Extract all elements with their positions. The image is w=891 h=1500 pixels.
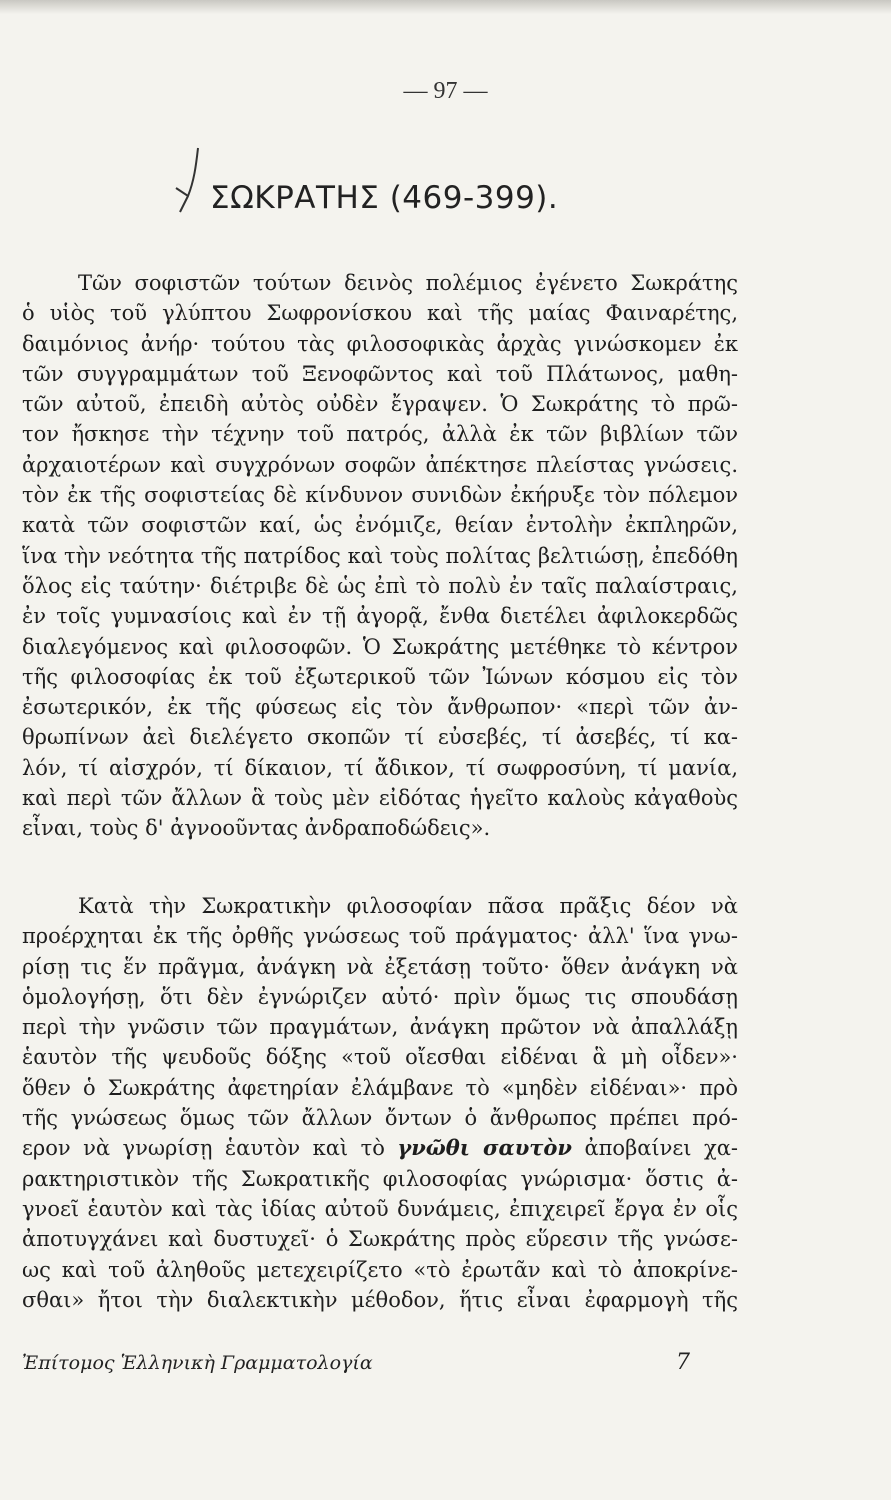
text-line: εἶναι, τοὺς δ' ἀγνοοῦντας ἀνδραποδώδεις».: [22, 816, 491, 841]
text-line: ρίσῃ τις ἕν πρᾶγμα, ἀνάγκη νὰ ἐξετάσῃ τοῦτο· ὅθεν ἀνάγκη νὰ: [22, 954, 738, 979]
text-line: κατὰ τῶν σοφιστῶν καί, ὡς ἐνόμιζε, θείαν ἐντολὴν ἐκπληρῶν,: [22, 513, 738, 538]
text-line: γνοεῖ ἑαυτὸν καὶ τὰς ἰδίας αὐτοῦ δυνάμεις, ἐπιχειρεῖ ἔργα ἐν οἷς: [22, 1196, 738, 1221]
text-line: τὸν ἐκ τῆς σοφιστείας δὲ κίνδυνον συνιδὼν ἐκήρυξε τὸν πόλεμον: [22, 483, 738, 508]
text-line: ως καὶ τοῦ ἀληθοῦς μετεχειρίζετο «τὸ ἐρωτᾶν καὶ τὸ ἀποκρίνε-: [22, 1257, 738, 1282]
text-line: προέρχηται ἐκ τῆς ὀρθῆς γνώσεως τοῦ πράγματος· ἀλλ' ἵνα γνω-: [22, 924, 738, 949]
text-line: ὁ υἱὸς τοῦ γλύπτου Σωφρονίσκου καὶ τῆς μαίας Φαιναρέτης,: [22, 301, 738, 326]
text-line: ἀρχαιοτέρων καὶ συγχρόνων σοφῶν ἀπέκτησε πλείστας γνώσεις.: [22, 452, 738, 477]
text-line: καὶ περὶ τῶν ἄλλων ἃ τοὺς μὲν εἰδότας ἡγεῖτο καλοὺς κἀγαθοὺς: [22, 786, 738, 811]
text-line: θρωπίνων ἀεὶ διελέγετο σκοπῶν τί εὐσεβές, τί ἀσεβές, τί κα-: [22, 725, 738, 750]
paragraph-2: [22, 891, 738, 1315]
footer-signature: 7: [676, 1350, 690, 1375]
page-edge-shadow: [0, 0, 891, 14]
text-line: διαλεγόμενος καὶ φιλοσοφῶν. Ὁ Σωκράτης μετέθηκε τὸ κέντρον: [22, 634, 738, 659]
text-line: τῶν αὐτοῦ, ἐπειδὴ αὐτὸς οὐδὲν ἔγραψεν. Ὁ Σωκράτης τὸ πρῶ-: [22, 392, 738, 417]
text-line: δαιμόνιος ἀνήρ· τούτου τὰς φιλοσοφικὰς ἀρχὰς γινώσκομεν ἐκ: [22, 331, 738, 356]
text-line: ἑαυτὸν τῆς ψευδοῦς δόξης «τοῦ οἴεσθαι εἰδέναι ἃ μὴ οἶδεν»·: [22, 1045, 738, 1070]
text-line: ὁμολογήσῃ, ὅτι δὲν ἐγνώριζεν αὐτό· πρὶν ὅμως τις σπουδάσῃ: [22, 984, 738, 1009]
text-line: τον ἤσκησε τὴν τέχνην τοῦ πατρός, ἀλλὰ ἐκ τῶν βιβλίων τῶν: [22, 422, 738, 447]
text-line: ἐσωτερικόν, ἐκ τῆς φύσεως εἰς τὸν ἄνθρωπον· «περὶ τῶν ἀν-: [22, 695, 738, 720]
text-line: τῆς φιλοσοφίας ἐκ τοῦ ἐξωτερικοῦ τῶν Ἰώνων κόσμου εἰς τὸν: [22, 664, 738, 689]
pencil-mark-icon: [168, 146, 208, 216]
text-line: τῶν συγγραμμάτων τοῦ Ξενοφῶντος καὶ τοῦ Πλάτωνος, μαθη-: [22, 361, 738, 386]
text-line: Τῶν σοφιστῶν τούτων δεινὸς πολέμιος ἐγένετο Σωκράτης: [78, 271, 738, 295]
text-segment: ερον νὰ γνωρίσῃ ἑαυτὸν καὶ τὸ: [22, 1136, 398, 1161]
emphasis-phrase: γνῶθι σαυτὸν: [397, 1135, 572, 1161]
text-line: ρακτηριστικὸν τῆς Σωκρατικῆς φιλοσοφίας γνώρισμα· ὅστις ἀ-: [22, 1166, 738, 1191]
text-line: σθαι» ἤτοι τὴν διαλεκτικὴν μέθοδον, ἥτις εἶναι ἐφαρμογὴ τῆς: [22, 1287, 738, 1312]
text-line: περὶ τὴν γνῶσιν τῶν πραγμάτων, ἀνάγκη πρῶτον νὰ ἀπαλλάξῃ: [22, 1015, 738, 1040]
paragraph-1: [22, 268, 738, 844]
text-line: ὅλος εἰς ταύτην· διέτριβε δὲ ὡς ἐπὶ τὸ πολὺ ἐν ταῖς παλαίστραις,: [22, 573, 738, 598]
section-title: ΣΩΚΡΑΤΗΣ (469-399).: [210, 180, 559, 216]
text-line: ὅθεν ὁ Σωκράτης ἀφετηρίαν ἐλάμβανε τὸ «μηδὲν εἰδέναι»· πρὸ: [22, 1075, 738, 1100]
text-segment: ἀποβαίνει χα-: [571, 1136, 738, 1161]
text-line: ἀποτυγχάνει καὶ δυστυχεῖ· ὁ Σωκράτης πρὸς εὕρεσιν τῆς γνώσε-: [22, 1227, 738, 1252]
page-number: — 97 —: [403, 78, 488, 104]
text-line: [22, 1133, 738, 1163]
text-line: ἐν τοῖς γυμνασίοις καὶ ἐν τῇ ἀγορᾷ, ἔνθα διετέλει ἀφιλοκερδῶς: [22, 604, 738, 629]
text-line: ἵνα τὴν νεότητα τῆς πατρίδος καὶ τοὺς πολίτας βελτιώσῃ, ἐπεδόθη: [22, 543, 738, 568]
text-line: λόν, τί αἰσχρόν, τί δίκαιον, τί ἄδικον, τί σωφροσύνη, τί μανία,: [22, 755, 738, 780]
footer-book-title: Ἐπίτομος Ἑλληνικὴ Γραμματολογία: [22, 1352, 373, 1374]
text-line: Κατὰ τὴν Σωκρατικὴν φιλοσοφίαν πᾶσα πρᾶξις δέον νὰ: [78, 894, 738, 918]
text-line: τῆς γνώσεως ὅμως τῶν ἄλλων ὄντων ὁ ἄνθρωπος πρέπει πρό-: [22, 1106, 738, 1131]
